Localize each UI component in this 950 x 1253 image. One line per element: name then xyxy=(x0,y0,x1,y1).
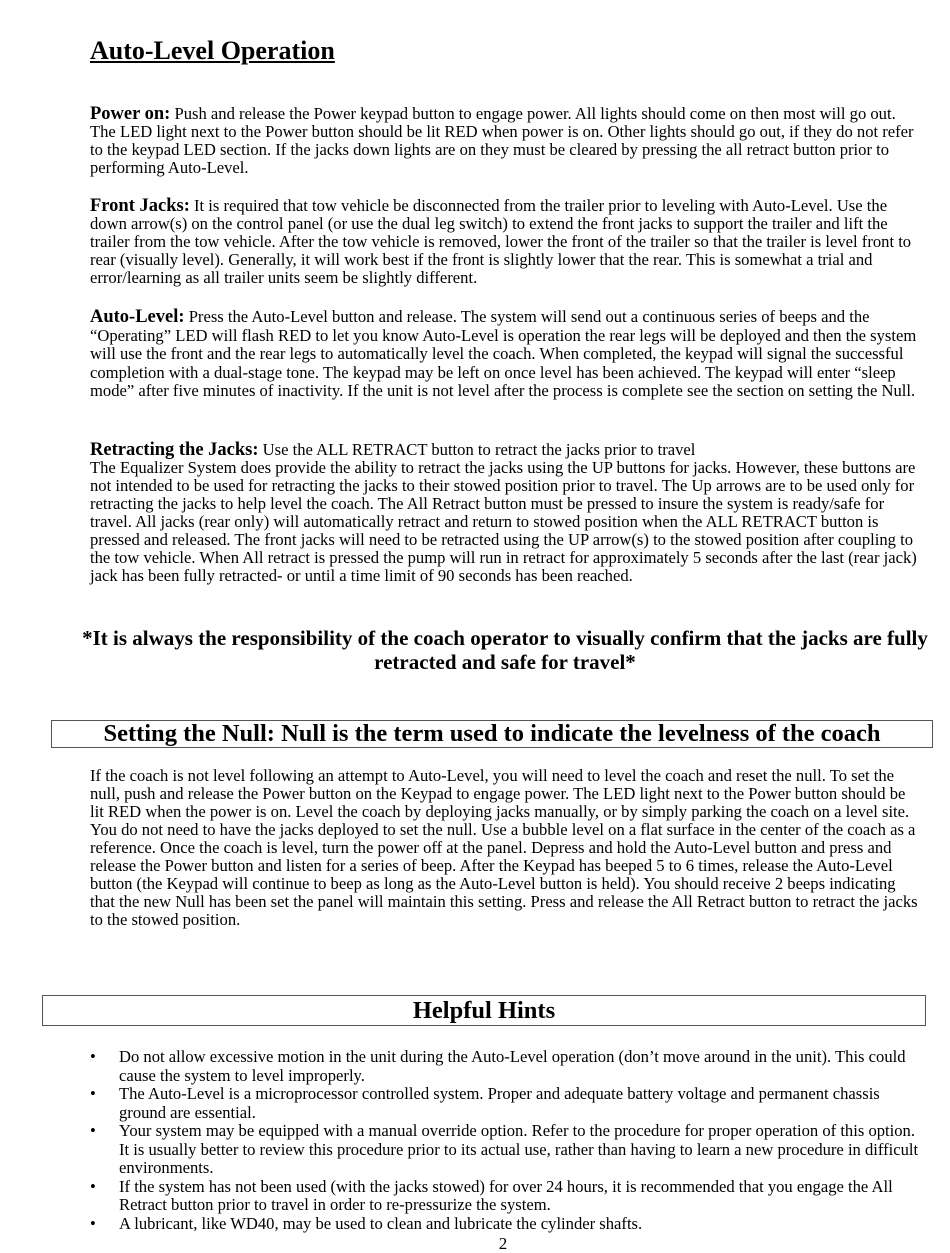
front-jacks-paragraph xyxy=(90,197,920,287)
page-number: 2 xyxy=(498,1234,508,1253)
hint-text: The Auto-Level is a microprocessor controlled system. Proper and adequate battery voltage and permanent chassis ground are essential. xyxy=(119,1084,880,1122)
bullet-icon: • xyxy=(90,1213,96,1233)
hints-heading: Helpful Hints xyxy=(42,995,926,1026)
hint-text: If the system has not been used (with the jacks stowed) for over 24 hours, it is recommended that you engage the All Retract button prior to travel in order to re-pressurize the system. xyxy=(119,1176,893,1214)
auto-level-text: Press the Auto-Level button and release. The system will send out a continuous series of beeps and the “Operating” LED will flash RED to let you know Auto-Level is operation the rear legs will be deployed and then the system will use the front and the rear legs to automatically level the coach. When completed, the keypad will signal the successful completion with a dual-stage tone. The keypad may be left on once level has been achieved. The keypad will enter “sleep mode” after five minutes of inactivity. If the unit is not level after the process is complete see the section on setting the Null. xyxy=(90,307,917,400)
hint-text: Your system may be equipped with a manual override option. Refer to the procedure for proper operation of this option. It is usually better to review this procedure prior to its actual use, rather than having to learn a new procedure in difficult environments. xyxy=(119,1121,919,1177)
bullet-icon: • xyxy=(90,1084,96,1103)
list-item xyxy=(90,1122,920,1178)
bullet-icon: • xyxy=(90,1121,96,1140)
power-on-heading: Power on: xyxy=(90,104,171,124)
null-section-heading: Setting the Null: Null is the term used to indicate the levelness of the coach xyxy=(51,720,933,748)
bullet-icon: • xyxy=(90,1176,96,1196)
retracting-text: The Equalizer System does provide the ability to retract the jacks using the UP buttons for jacks. However, these buttons are not intended to be used for retracting the jacks to their stowed position prior to travel. The Up arrows are to be used only for retracting the jacks to help level the coach. The All Retract button must be pressed to insure the system is ready/safe for travel. All jacks (rear only) will automatically retract and return to stowed position when the ALL RETRACT button is pressed and released. The front jacks will need to be retracted using the UP arrow(s) to the stowed position after coupling to the tow vehicle. When All retract is pressed the pump will run in retract for approximately 5 seconds after the last (rear jack) jack has been fully retracted- or until a time limit of 90 seconds has been reached. xyxy=(90,458,917,585)
retracting-paragraph xyxy=(90,441,920,585)
hints-list xyxy=(90,1048,920,1233)
front-jacks-heading: Front Jacks: xyxy=(90,196,190,216)
power-on-paragraph xyxy=(90,105,920,177)
auto-level-paragraph xyxy=(90,308,920,401)
bullet-icon: • xyxy=(90,1047,96,1066)
hint-text: A lubricant, like WD40, may be used to clean and lubricate the cylinder shafts. xyxy=(119,1213,643,1233)
list-item xyxy=(90,1215,920,1234)
auto-level-heading: Auto-Level: xyxy=(90,307,185,327)
null-section-text: If the coach is not level following an attempt to Auto-Level, you will need to level the coach and reset the null. To set the null, push and release the Power button on the Keypad to engage power. The LED light next to the Power button should be lit RED when the power is on. Level the coach by deploying jacks manually, or by simply parking the coach on a level site. You do not need to have the jacks deployed to set the null. Use a bubble level on a flat surface in the center of the coach as a reference. Once the coach is level, turn the power off at the panel. Depress and hold the Auto-Level button and press and release the Power button and listen for a series of beep. After the Keypad has beeped 5 to 6 times, release the Auto-Level button (the Keypad will continue to beep as long as the Auto-Level button is held). You should receive 2 beeps indicating that the new Null has been set the panel will maintain this setting. Press and release the All Retract button to retract the jacks to the stowed position. xyxy=(90,766,918,929)
list-item xyxy=(90,1048,920,1085)
retracting-heading: Retracting the Jacks: xyxy=(90,440,259,460)
hint-text: Do not allow excessive motion in the unit during the Auto-Level operation (don’t move around in the unit). This could cause the system to level improperly. xyxy=(119,1047,906,1085)
power-on-text: Push and release the Power keypad button to engage power. All lights should come on then most will go out. The LED light next to the Power button should be lit RED when power is on. Other lights should go out, if they do not refer to the keypad LED section. If the jacks down lights are on they must be cleared by pressing the all retract button prior to performing Auto-Level. xyxy=(90,104,914,177)
front-jacks-text: It is required that tow vehicle be disconnected from the trailer prior to leveling with Auto-Level. Use the down arrow(s) on the control panel (or use the dual leg switch) to extend the front jacks to support the trailer and lift the trailer from the tow vehicle. After the tow vehicle is removed, lower the front of the trailer so that the trailer is level front to rear (visually level). Generally, it will work best if the front is slightly lower that the rear. This is somewhat a trial and error/learning as all trailer units seem be slightly different. xyxy=(90,196,912,287)
page-title: Auto-Level Operation xyxy=(90,36,335,65)
safety-warning: *It is always the responsibility of the coach operator to visually confirm that the jacks are fully retracted and safe for travel* xyxy=(82,626,928,674)
list-item xyxy=(90,1085,920,1122)
list-item xyxy=(90,1178,920,1215)
retracting-line: Use the ALL RETRACT button to retract the jacks prior to travel xyxy=(258,440,696,459)
